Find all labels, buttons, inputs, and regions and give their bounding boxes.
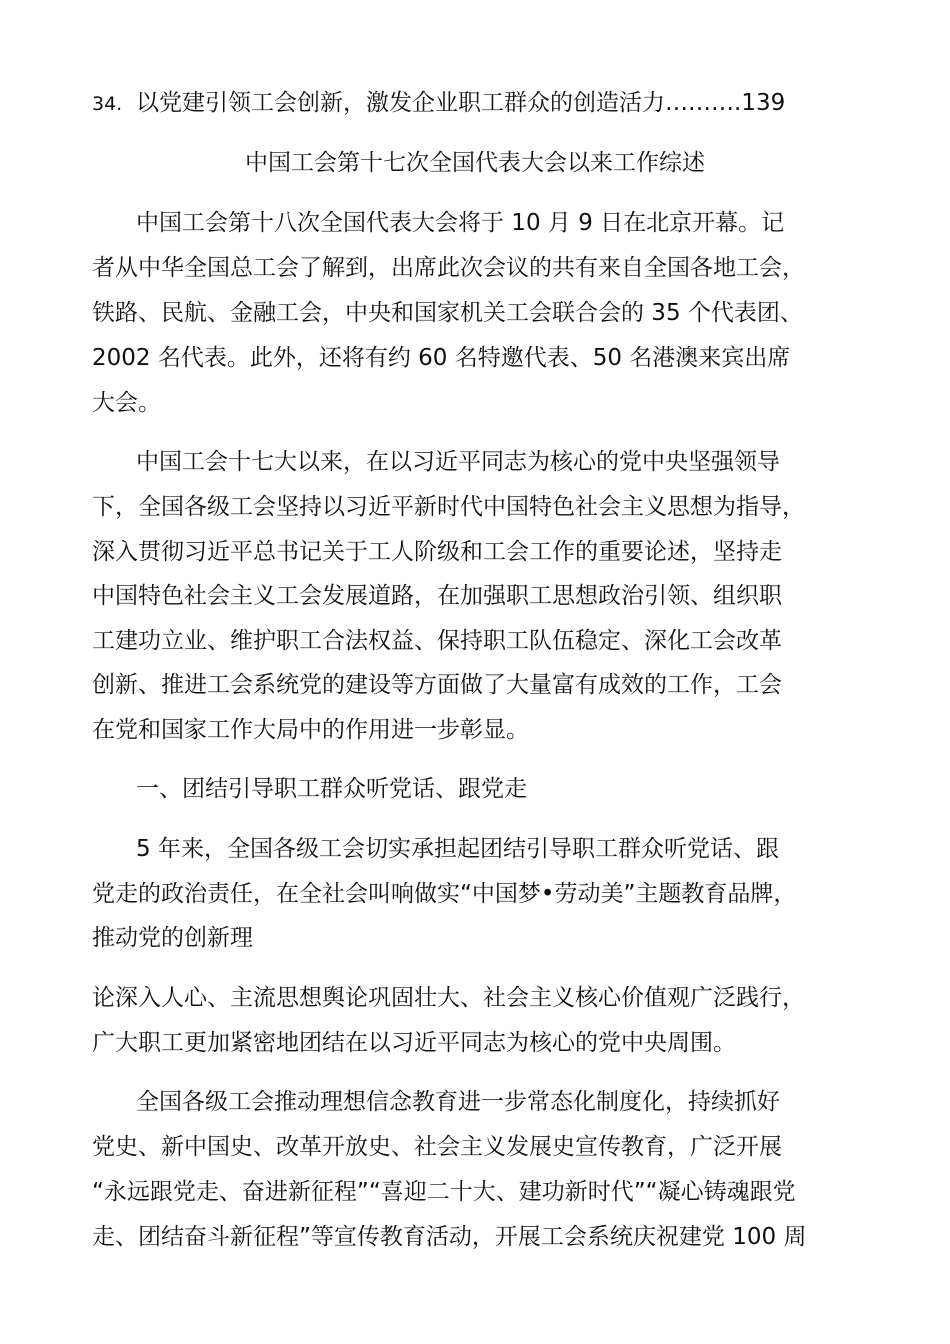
paragraph-line: 2002 名代表。此外，还将有约 60 名特邀代表、50 名港澳来宾出席 <box>92 345 791 371</box>
toc-entry-title: 以党建引领工会创新，激发企业职工群众的创造活力 <box>136 90 665 116</box>
article-title: 中国工会第十七次全国代表大会以来工作综述 <box>245 150 705 176</box>
paragraph-line: 下，全国各级工会坚持以习近平新时代中国特色社会主义思想为指导， <box>92 494 805 520</box>
paragraph-line: 者从中华全国总工会了解到，出席此次会议的共有来自全国各地工会， <box>92 255 805 281</box>
paragraph-line: “永远跟党走、奋进新征程”“喜迎二十大、建功新时代”“凝心铸魂跟党 <box>92 1179 796 1205</box>
paragraph-line: 5 年来，全国各级工会切实承担起团结引导职工群众听党话、跟 <box>136 836 779 862</box>
paragraph-line: 中国特色社会主义工会发展道路，在加强职工思想政治引领、组织职 <box>92 583 782 609</box>
paragraph-line: 推动党的创新理 <box>92 925 253 951</box>
paragraph-line: 大会。 <box>92 390 161 416</box>
paragraph-line: 工建功立业、维护职工合法权益、保持职工队伍稳定、深化工会改革 <box>92 628 782 654</box>
section-heading: 一、团结引导职工群众听党话、跟党走 <box>136 776 527 802</box>
toc-entry[interactable] <box>92 88 882 119</box>
paragraph-line: 党走的政治责任，在全社会叫响做实“中国梦•劳动美”主题教育品牌， <box>92 881 797 907</box>
paragraph-line: 中国工会十七大以来，在以习近平同志为核心的党中央坚强领导 <box>136 449 780 475</box>
paragraph-line: 全国各级工会推动理想信念教育进一步常态化制度化，持续抓好 <box>136 1089 780 1115</box>
paragraph-line: 深入贯彻习近平总书记关于工人阶级和工会工作的重要论述，坚持走 <box>92 539 782 565</box>
paragraph-line: 铁路、民航、金融工会，中央和国家机关工会联合会的 35 个代表团、 <box>92 300 803 326</box>
paragraph-line: 党史、新中国史、改革开放史、社会主义发展史宣传教育，广泛开展 <box>92 1134 782 1160</box>
paragraph-line: 创新、推进工会系统党的建设等方面做了大量富有成效的工作，工会 <box>92 672 782 698</box>
paragraph-line: 广大职工更加紧密地团结在以习近平同志为核心的党中央周围。 <box>92 1030 736 1056</box>
toc-entry-page-number: 139 <box>741 90 786 116</box>
paragraph-line: 论深入人心、主流思想舆论巩固壮大、社会主义核心价值观广泛践行， <box>92 985 805 1011</box>
paragraph-line: 在党和国家工作大局中的作用进一步彰显。 <box>92 717 529 743</box>
toc-entry-leader-dots: ………. <box>665 90 742 116</box>
paragraph-line: 走、团结奋斗新征程”等宣传教育活动，开展工会系统庆祝建党 100 周 <box>92 1224 807 1250</box>
paragraph-line: 中国工会第十八次全国代表大会将于 10 月 9 日在北京开幕。记 <box>136 210 785 236</box>
toc-entry-number: 34. <box>92 93 123 115</box>
